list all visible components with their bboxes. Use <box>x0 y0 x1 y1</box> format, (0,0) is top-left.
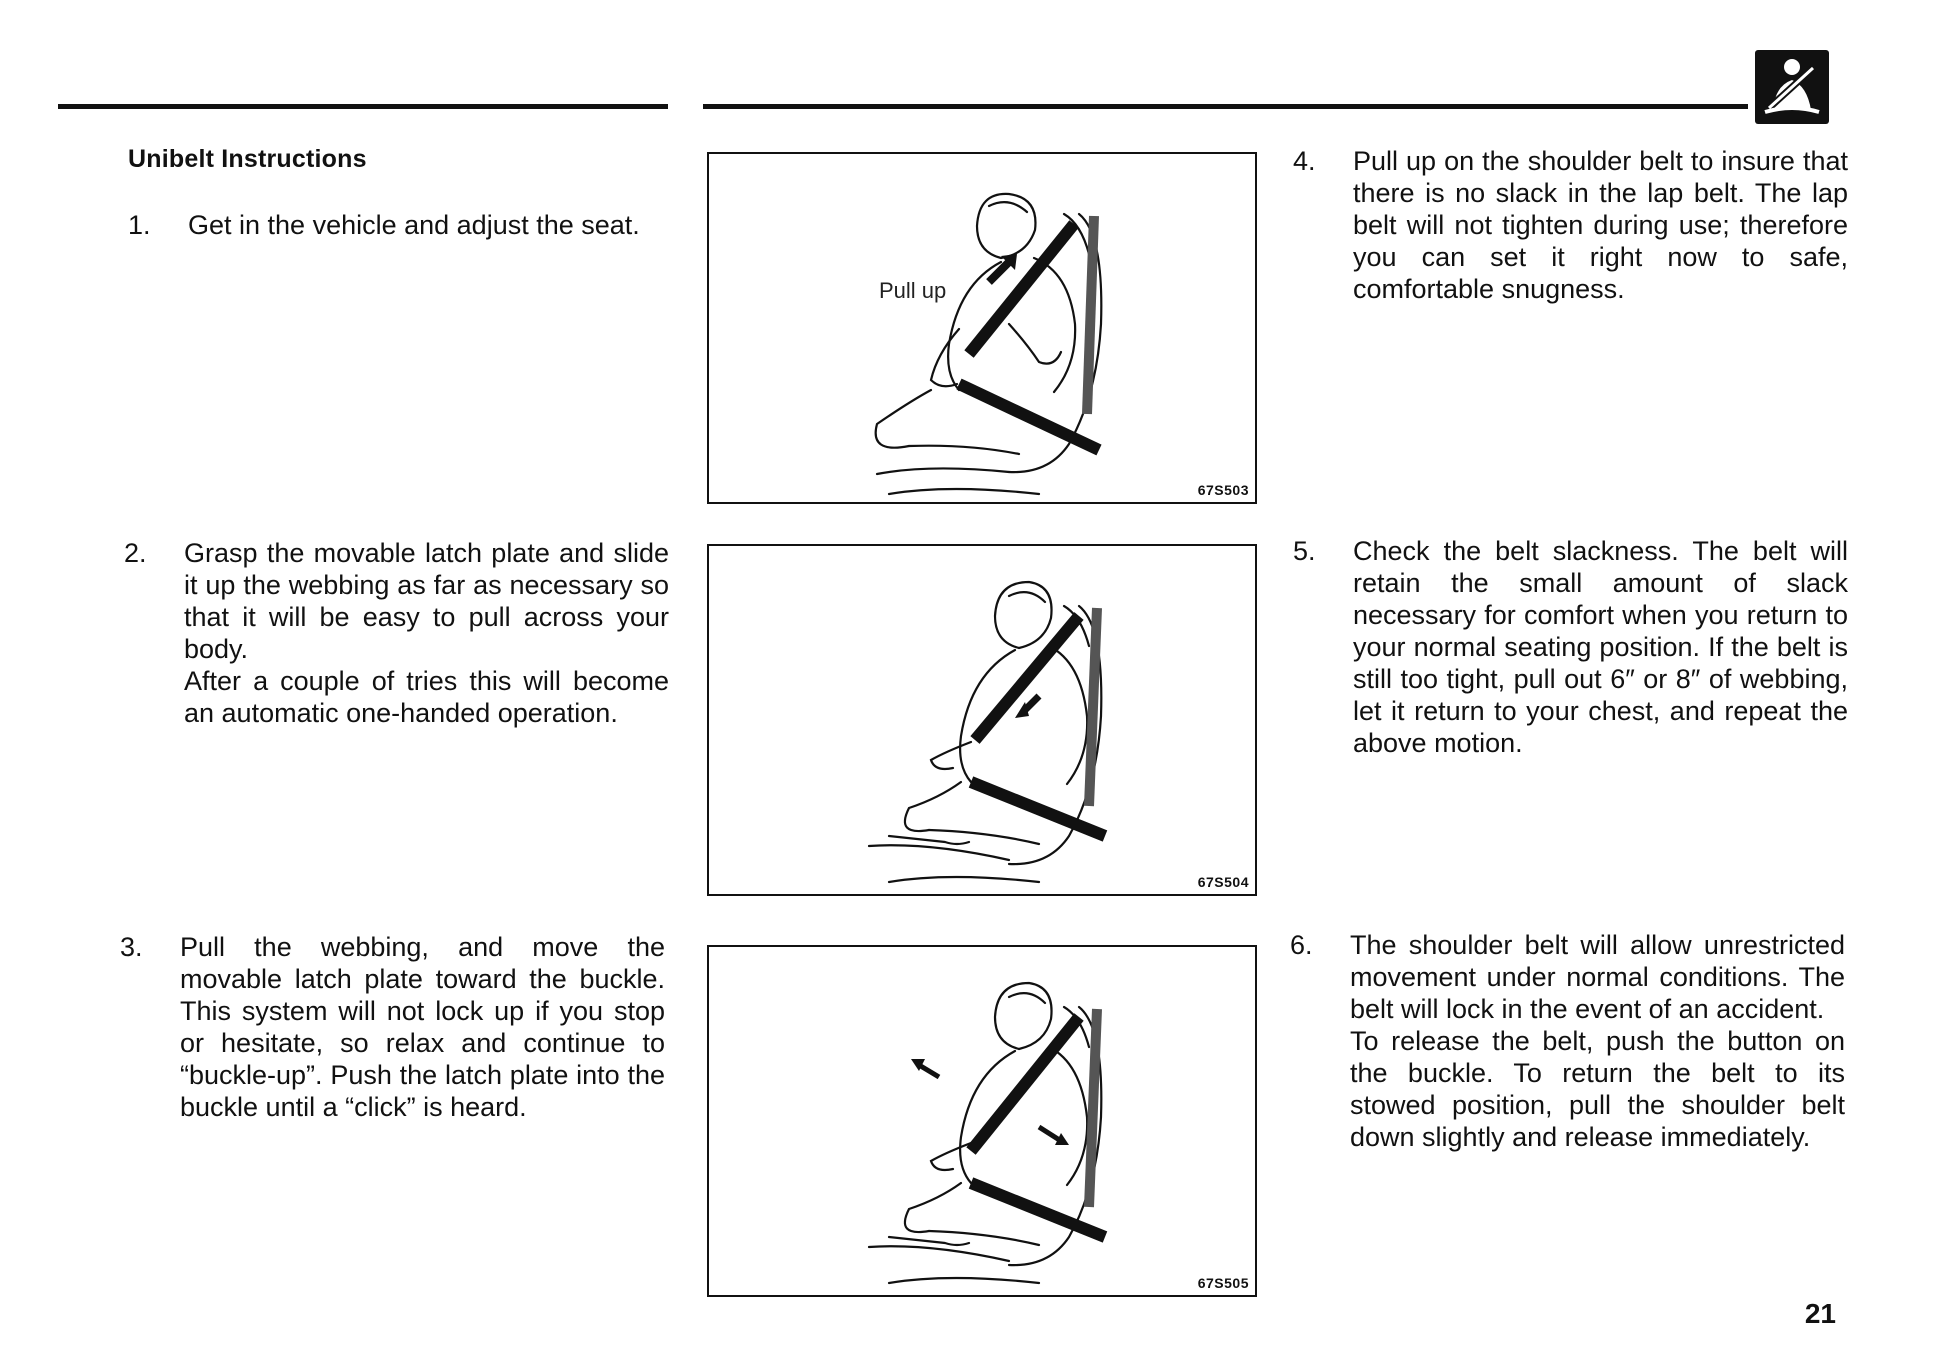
step-paragraph: Pull the webbing, and move the movable latch plate toward the buckle. This system will not lock up if you stop or hesitate, so relax and continue to “buckle-up”. Push the latch plate into the buckle until a “click” is heard. <box>180 932 665 1122</box>
header-rule-right <box>703 104 1748 109</box>
pull-up-label: Pull up <box>879 278 947 303</box>
figure-code: 67S503 <box>1197 482 1249 498</box>
step-number: 6. <box>1290 930 1313 960</box>
header-rule-left <box>58 104 668 109</box>
step-3 <box>120 931 665 1123</box>
step-text <box>180 931 665 1123</box>
step-text <box>188 209 640 241</box>
seated-person-illustration <box>709 546 1255 894</box>
seatbelt-icon <box>1755 50 1829 124</box>
step-paragraph: The shoulder belt will allow unrestricted movement under normal conditions. The belt will lock in the event of an accident. <box>1350 930 1845 1024</box>
step-number: 3. <box>120 932 143 962</box>
figure-code: 67S505 <box>1197 1275 1249 1291</box>
page-number: 21 <box>1804 1298 1836 1329</box>
step-number: 2. <box>124 538 147 568</box>
step-paragraph: Check the belt slackness. The belt will retain the small amount of slack necessary for comfort when you return to your normal seating position. If the belt is still too tight, pull out 6″ or 8″ of webbing, let it return to your chest, and repeat the above motion. <box>1353 536 1848 758</box>
page-title: Unibelt Instructions <box>128 145 367 173</box>
step-text <box>1353 535 1848 759</box>
step-4 <box>1293 145 1848 305</box>
step-number: 1. <box>128 210 151 240</box>
step-paragraph: To release the belt, push the button on the buckle. To return the belt to its stowed position, pull the shoulder belt down slightly and release immediately. <box>1350 1026 1845 1152</box>
step-paragraph: Pull up on the shoulder belt to insure that there is no slack in the lap belt. The lap belt will not tighten during use; therefore you can set it right now to safe, comfortable snugness. <box>1353 146 1848 304</box>
step-6 <box>1290 929 1845 1153</box>
step-number: 4. <box>1293 146 1316 176</box>
figure-slide-latch <box>707 544 1257 896</box>
step-paragraph: Get in the vehicle and adjust the seat. <box>188 210 640 240</box>
step-paragraph: Grasp the movable latch plate and slide it up the webbing as far as necessary so that it will be easy to pull across your body. <box>184 538 669 664</box>
step-text <box>1353 145 1848 305</box>
figure-code: 67S504 <box>1197 874 1249 890</box>
figure-buckle <box>707 945 1257 1297</box>
step-paragraph: After a couple of tries this will become an automatic one-handed operation. <box>184 666 669 728</box>
step-text <box>184 537 669 729</box>
step-5 <box>1293 535 1848 759</box>
step-number: 5. <box>1293 536 1316 566</box>
step-2 <box>124 537 669 729</box>
seated-person-illustration <box>709 154 1255 502</box>
step-text <box>1350 929 1845 1153</box>
seated-person-illustration <box>709 947 1255 1295</box>
step-1 <box>128 209 673 241</box>
figure-pull-up <box>707 152 1257 504</box>
